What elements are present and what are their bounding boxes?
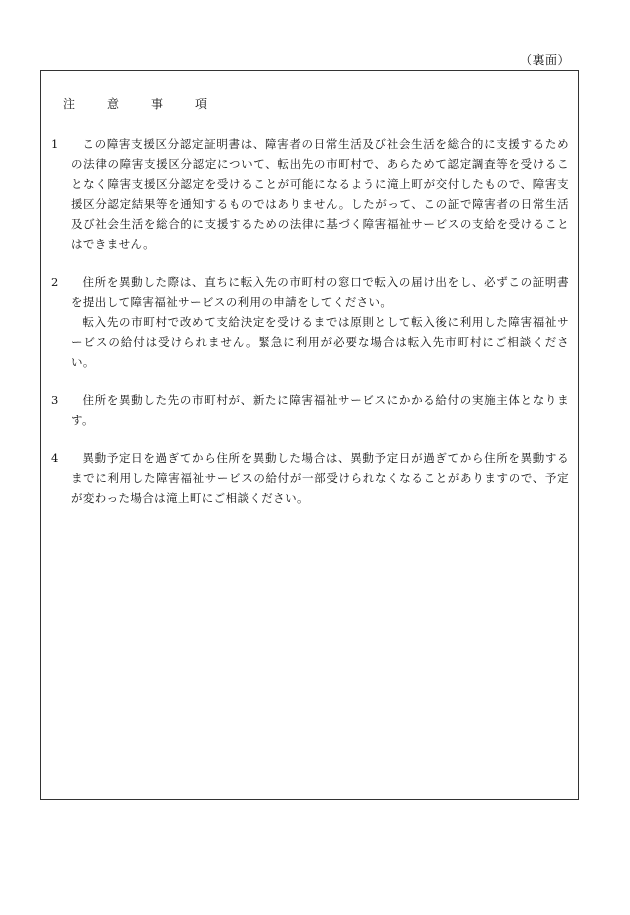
notice-item-text: 住所を異動した際は、直ちに転入先の市町村の窓口で転入の届け出をし、必ずこの証明書を提出して障害福祉サービスの利用の申請をしてください。 bbox=[71, 275, 569, 309]
notice-item-number: 4 bbox=[51, 451, 59, 465]
notice-heading: 注 意 事 項 bbox=[63, 97, 218, 111]
notice-item-4 bbox=[51, 448, 569, 508]
notice-item-body bbox=[71, 134, 569, 254]
notice-item-number: 2 bbox=[51, 275, 59, 289]
notice-item-text: 住所を異動した先の市町村が、新たに障害福祉サービスにかかる給付の実施主体となります。 bbox=[71, 393, 569, 427]
notice-item-3 bbox=[51, 390, 569, 430]
notice-item-body bbox=[71, 390, 569, 430]
notice-box bbox=[40, 70, 579, 800]
notice-item-body bbox=[71, 272, 569, 372]
notice-list bbox=[51, 134, 569, 526]
notice-item-2 bbox=[51, 272, 569, 372]
notice-item-number: 1 bbox=[51, 137, 59, 151]
notice-item-body bbox=[71, 448, 569, 508]
notice-item-text: 異動予定日を過ぎてから住所を異動した場合は、異動予定日が過ぎてから住所を異動するまでに利用した障害福祉サービスの給付が一部受けられなくなることがありますので、予定が変わった場合は滝上町にご相談ください。 bbox=[71, 451, 569, 505]
notice-item-text: この障害支援区分認定証明書は、障害者の日常生活及び社会生活を総合的に支援するための法律の障害支援区分認定について、転出先の市町村で、あらためて認定調査等を受けることなく障害支援区分認定を受けることが可能になるように滝上町が交付したもので、障害支援区分認定結果等を通知するものではありません。したがって、この証で障害者の日常生活及び社会生活を総合的に支援するための法律に基づく障害福祉サービスの支給を受けることはできません。 bbox=[71, 137, 569, 251]
notice-item-1 bbox=[51, 134, 569, 254]
notice-item-number: 3 bbox=[51, 393, 59, 407]
notice-item-text: 転入先の市町村で改めて支給決定を受けるまでは原則として転入後に利用した障害福祉サービスの給付は受けられません。緊急に利用が必要な場合は転入先市町村にご相談ください。 bbox=[71, 315, 569, 369]
page-side-label: （裏面） bbox=[519, 53, 570, 67]
